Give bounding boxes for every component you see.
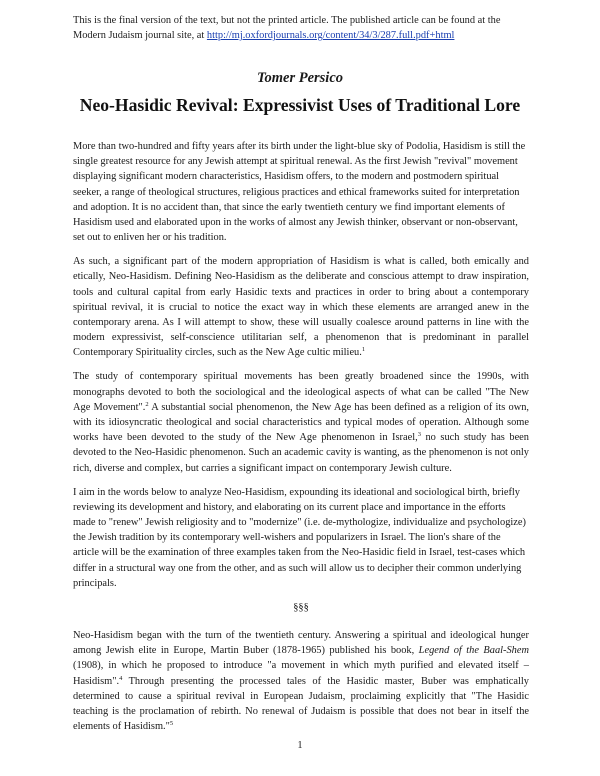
article-body bbox=[73, 139, 529, 743]
notice-prefix: Modern Judaism journal site, at bbox=[73, 30, 207, 41]
notice-line-2 bbox=[73, 28, 533, 43]
paragraph-3: The study of contemporary spiritual movements has been greatly broadened since the 1990s, with monographs devoted to both the sociological and the ideological aspects of what can be called "The New Age Movement".$^2$ A substantial social phenomenon, the New Age has been defined as a religion of its own, with its idiosyncratic theological and social characteristics and typical modes of operation. Although some works have been devoted to the study of the New Age phenomenon in Israel,$^3$ no such study has been devoted to the Neo-Hasidic phenomenon. Such an academic cavity is wanting, as the phenomenon is not only rich, diverse and complex, but carries a significant impact on contemporary Jewish culture. bbox=[73, 371, 530, 474]
paragraph-5: Neo-Hasidism began with the turn of the twentieth century. Answering a spiritual and ideological hunger among Jewish elite in Europe, Martin Buber (1878-1965) published his book, Legend of the Baal-Shem (1908), in which he proposed to introduce "a movement in which myth purified and elevated itself – Hasidism".$^4$ Through presenting the processed tales of the Hasidic master, Buber was emphatically determined to cause a spiritual revival in European Judaism, proclaiming explicitly that "The Hasidic teaching is the proclamation of rebirth. No renewal of Judaism is possible that does not bear in itself the elements of Hasidism."$^5$ bbox=[73, 630, 529, 733]
paragraph-4: I aim in the words below to analyze Neo-Hasidism, expounding its ideational and sociological birth, briefly reviewing its development and history, and elaborating on its current place and importance in the efforts made to "renew" Jewish religiosity and to "modernize" (i.e. de-mythologize, individualize and psychologize) the Jewish tradition by its contemporary well-wishers and popularizers in Israel. The lion's share of the article will be the examination of three examples taken from the Neo-Hasidic field in Israel, test-cases which differ in a structural way one from the other, and as such will allow us to decipher their common underlying principals. bbox=[73, 486, 526, 589]
footnote-ref-1[interactable]: 1 bbox=[361, 346, 366, 354]
footnote-ref-3[interactable]: 3 bbox=[417, 431, 421, 439]
publication-notice bbox=[73, 13, 533, 43]
paragraph-2: As such, a significant part of the modern appropriation of Hasidism is what is called, both emically and etically, Neo-Hasidism. Defining Neo-Hasidism as the deliberate and conscious attempt to draw inspiration, tools and cultural capital from early Hasidic texts and practices in order to bring about a contemporary spiritual revival, it is crucial to notice the exact way in which these elements are arranged anew in the contemporary arena. As I will attempt to show, these will usually coalesce around patterns in line with the modern expressivist, self-conscience utilitarian self, a phenomenon that is predominant in parallel Contemporary Spirituality circles, such as the New Age cultic milieu.$^1$ bbox=[73, 256, 529, 359]
footnote-ref-5[interactable]: 5 bbox=[169, 720, 174, 728]
journal-link[interactable]: http://mj.oxfordjournals.org/content/34/3/287.full.pdf+html bbox=[206, 30, 455, 41]
footnote-ref-2[interactable]: 2 bbox=[145, 400, 149, 408]
footnote-ref-4[interactable]: 4 bbox=[119, 674, 123, 682]
article-title: Neo-Hasidic Revival: Expressivist Uses of Traditional Lore bbox=[79, 95, 521, 115]
notice-line-1: This is the final version of the text, but not the printed article. The published article can be found at the bbox=[73, 15, 501, 26]
page-number: 1 bbox=[297, 740, 303, 751]
paragraph-1: More than two-hundred and fifty years after its birth under the light-blue sky of Podolia, Hasidism is still the single greatest resource for any Jewish attempt at spiritual renewal. As the first Jewish "revival" movement displaying significant modern characteristics, Hasidism offers, to the modern and postmodern spiritual seeker, a range of theological structures, religious practices and ethical frameworks suited for interpretation and adoption. It is no accident than, that since the early twentieth century we find important elements of Hasidism used and elaborated upon in the works of almost any Jewish thinker, observant or non-observant, set out to enliven her or his tradition. bbox=[73, 141, 526, 244]
author-name: Tomer Persico bbox=[256, 70, 344, 86]
book-title: Legend of the Baal-Shem bbox=[418, 645, 529, 657]
section-separator: §§§ bbox=[293, 601, 309, 613]
